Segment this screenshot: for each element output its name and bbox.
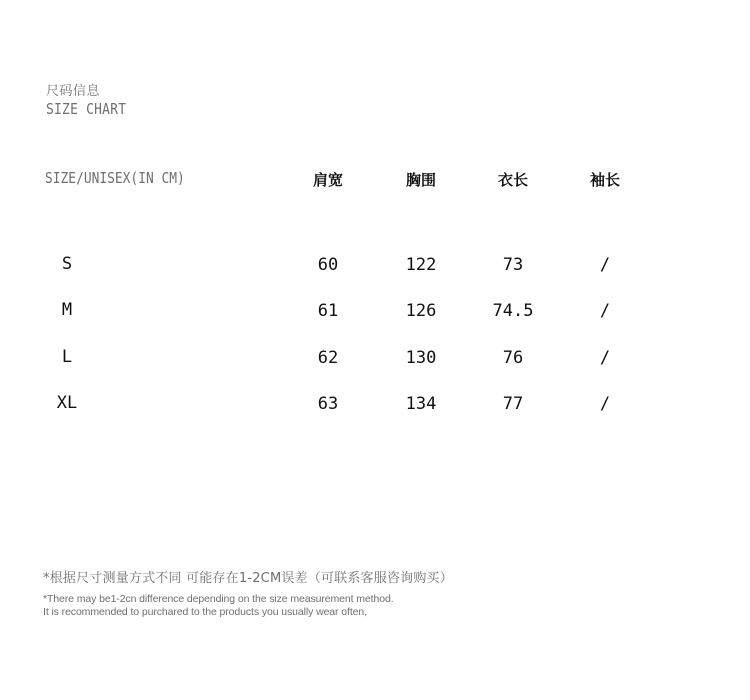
size-chart-title-cn: 尺码信息	[46, 84, 101, 99]
sleeve-length-value: /	[599, 255, 611, 275]
length-value: 73	[502, 255, 524, 275]
length-value: 74.5	[492, 301, 534, 321]
purchase-advice-note: It is recommended to purchared to the products you usually wear often,	[43, 606, 367, 618]
shoulder-width-value: 61	[317, 301, 339, 321]
size-label: L	[61, 347, 73, 367]
shoulder-width-value: 60	[317, 255, 339, 275]
length-value: 77	[502, 394, 524, 414]
measurement-note-cn: *根据尺寸测量方式不同 可能存在1-2CM误差（可联系客服咨询购买）	[43, 571, 453, 586]
length-header: 衣长	[497, 171, 528, 189]
size-label: S	[61, 254, 73, 274]
length-value: 76	[502, 348, 524, 368]
shoulder-width-value: 63	[317, 394, 339, 414]
size-label: M	[61, 300, 73, 320]
sleeve-length-value: /	[599, 301, 611, 321]
size-chart-title-en: SIZE CHART	[46, 100, 127, 118]
sleeve-length-value: /	[599, 394, 611, 414]
chest-value: 134	[405, 394, 437, 414]
measurement-note-en: *There may be1-2cn difference depending on the size measurement method.	[43, 593, 394, 605]
chest-value: 130	[405, 348, 437, 368]
shoulder-width-value: 62	[317, 348, 339, 368]
size-label: XL	[56, 393, 78, 413]
shoulder-width-header: 肩宽	[312, 171, 343, 189]
chest-value: 126	[405, 301, 437, 321]
chest-header: 胸围	[405, 171, 436, 189]
sleeve-length-header: 袖长	[589, 171, 620, 189]
chest-value: 122	[405, 255, 437, 275]
sleeve-length-value: /	[599, 348, 611, 368]
size-column-header: SIZE/UNISEX(IN CM)	[45, 169, 185, 187]
